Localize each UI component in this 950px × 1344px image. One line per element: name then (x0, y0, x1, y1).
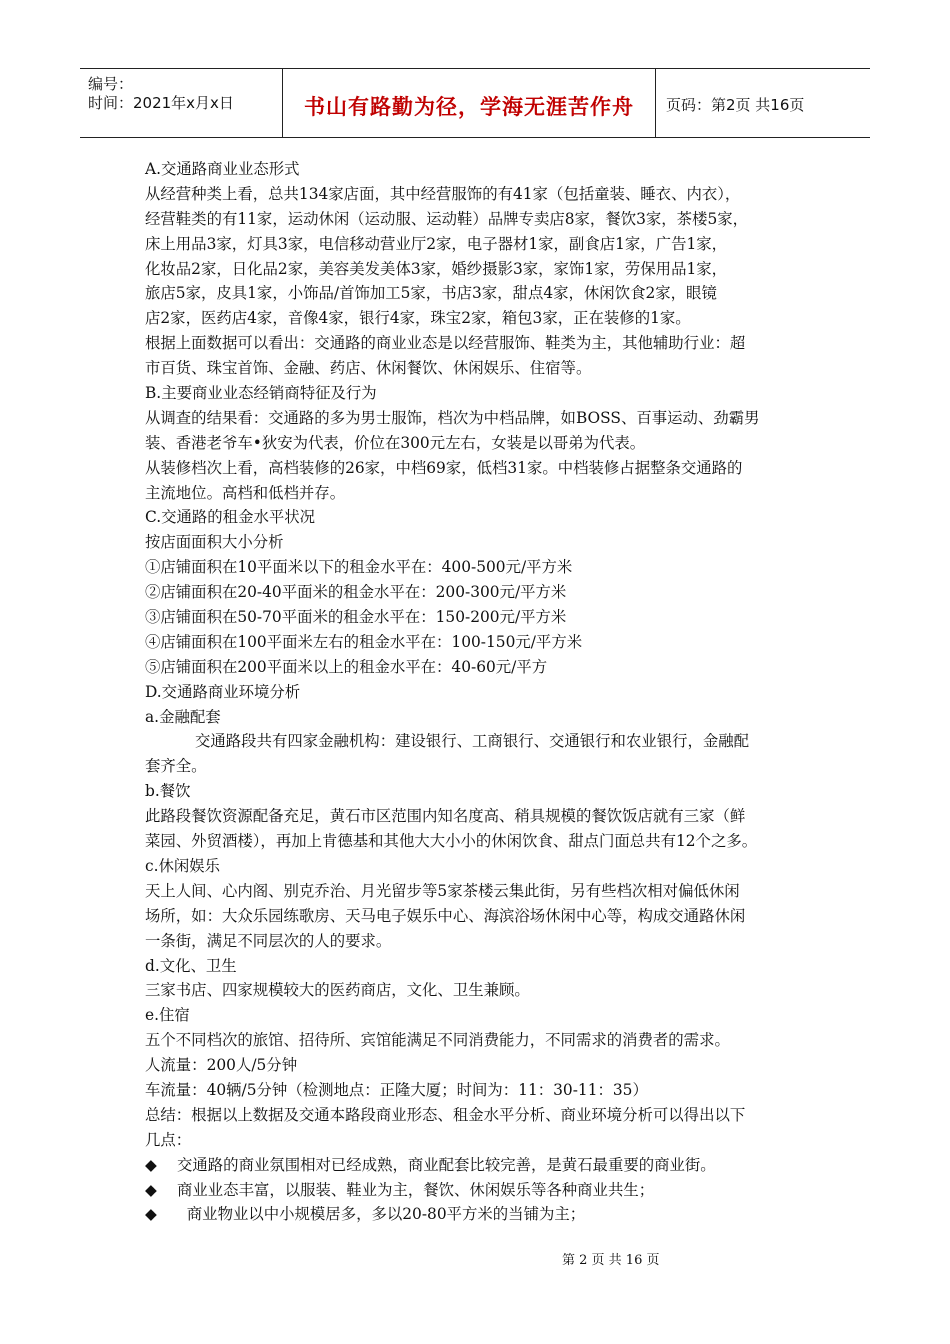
page-header (80, 68, 870, 138)
paragraph-line: 套齐全。 (145, 757, 207, 776)
subsection-heading: a.金融配套 (145, 707, 221, 726)
summary-line: 总结：根据以上数据及交通本路段商业形态、租金水平分析、商业环境分析可以得出以下 (145, 1105, 746, 1124)
paragraph-line: 按店面面积大小分析 (145, 533, 284, 552)
bullet-item (145, 1202, 825, 1227)
header-page-cell (656, 69, 870, 137)
paragraph-line: 菜园、外贸酒楼），再加上肯德基和其他大大小小的休闲饮食、甜点门面总共有12个之多。 (145, 832, 758, 851)
paragraph-line: 三家书店、四家规模较大的医药商店，文化、卫生兼顾。 (145, 981, 530, 1000)
paragraph-line: 化妆品2家，日化品2家，美容美发美体3家，婚纱摄影3家，家饰1家，劳保用品1家， (145, 259, 728, 278)
header-motto: 书山有路勤为径，学海无涯苦作舟 (304, 95, 634, 119)
bullet-text: 交通路的商业氛围相对已经成熟，商业配套比较完善，是黄石最重要的商业街。 (177, 1155, 716, 1174)
pedestrian-flow-line: 人流量：200人/5分钟 (145, 1056, 298, 1075)
paragraph-line: 五个不同档次的旅馆、招待所、宾馆能满足不同消费能力，不同需求的消费者的需求。 (145, 1031, 730, 1050)
paragraph-line: 主流地位。高档和低档并存。 (145, 483, 346, 502)
rent-list-item: ③店铺面积在50-70平面米的租金水平在：150-200元/平方米 (145, 608, 567, 627)
header-info-cell (80, 69, 282, 137)
bullet-item (145, 1153, 825, 1178)
paragraph-line: 天上人间、心内阁、别克乔治、月光留步等5家茶楼云集此街，另有些档次相对偏低休闲 (145, 881, 740, 900)
subsection-heading: d.文化、卫生 (145, 956, 237, 975)
bullet-text: 商业业态丰富，以服装、鞋业为主，餐饮、休闲娱乐等各种商业共生； (177, 1180, 655, 1199)
diamond-bullet-icon: ◆ (145, 1155, 157, 1174)
section-heading: B.主要商业业态经销商特征及行为 (145, 384, 377, 403)
subsection-heading: b.餐饮 (145, 782, 191, 801)
section-heading: A.交通路商业业态形式 (145, 160, 300, 178)
diamond-bullet-icon: ◆ (145, 1205, 157, 1224)
rent-list-item: ⑤店铺面积在200平面米以上的租金水平在：40-60元/平方 (145, 657, 548, 676)
paragraph-line: 从调查的结果看：交通路的多为男士服饰，档次为中档品牌，如BOSS、百事运动、劲霸男 (145, 408, 760, 427)
paragraph-line: 市百货、珠宝首饰、金融、药店、休闲餐饮、休闲娱乐、住宿等。 (145, 359, 592, 378)
paragraph-line: 此路段餐饮资源配备充足，黄石市区范围内知名度高、稍具规模的餐饮饭店就有三家（鲜 (145, 807, 746, 826)
paragraph-line: 根据上面数据可以看出：交通路的商业业态是以经营服饰、鞋类为主，其他辅助行业：超 (145, 334, 746, 353)
document-code-label: 编号： (88, 75, 134, 93)
rent-list-item: ②店铺面积在20-40平面米的租金水平在：200-300元/平方米 (145, 583, 567, 602)
page-footer: 第 2 页 共 16 页 (562, 1253, 660, 1268)
rent-list-item: ④店铺面积在100平面米左右的租金水平在：100-150元/平方米 (145, 632, 583, 651)
paragraph-line: 从经营种类上看，总共134家店面，其中经营服饰的有41家（包括童装、睡衣、内衣）， (145, 184, 741, 203)
paragraph-line: 交通路段共有四家金融机构：建设银行、工商银行、交通银行和农业银行，金融配 (195, 732, 750, 751)
header-motto-cell (282, 69, 656, 137)
vehicle-flow-line: 车流量：40辆/5分钟（检测地点：正隆大厦；时间为：11：30-11：35） (145, 1080, 648, 1099)
bullet-text: 商业物业以中小规模居多，多以20-80平方米的当铺为主； (177, 1205, 586, 1224)
document-time-label: 时间：2021年x月x日 (88, 94, 234, 112)
paragraph-line: 店2家，医药店4家，音像4家，银行4家，珠宝2家，箱包3家，正在装修的1家。 (145, 309, 691, 328)
section-heading: C.交通路的租金水平状况 (145, 508, 316, 527)
document-body (145, 157, 825, 1227)
summary-line: 几点： (145, 1130, 192, 1149)
paragraph-line: 装、香港老爷车•狄安为代表，价位在300元左右，女装是以哥弟为代表。 (145, 433, 646, 452)
paragraph-line: 从装修档次上看，高档装修的26家，中档69家，低档31家。中档装修占据整条交通路的 (145, 458, 743, 477)
paragraph-line: 旅店5家，皮具1家，小饰品/首饰加工5家，书店3家，甜点4家，休闲饮食2家，眼镜 (145, 284, 717, 303)
header-page-number: 页码：第2页 共16页 (666, 96, 805, 114)
diamond-bullet-icon: ◆ (145, 1180, 157, 1199)
subsection-heading: e.住宿 (145, 1006, 190, 1025)
paragraph-line: 经营鞋类的有11家，运动休闲（运动服、运动鞋）品牌专卖店8家，餐饮3家，茶楼5家， (145, 209, 749, 228)
subsection-heading: c.休闲娱乐 (145, 856, 221, 875)
bullet-item (145, 1178, 825, 1203)
paragraph-line: 一条街，满足不同层次的人的要求。 (145, 931, 392, 950)
paragraph-line: 场所，如：大众乐园练歌房、天马电子娱乐中心、海滨浴场休闲中心等，构成交通路休闲 (145, 906, 746, 925)
section-heading: D.交通路商业环境分析 (145, 682, 301, 701)
rent-list-item: ①店铺面积在10平面米以下的租金水平在：400-500元/平方米 (145, 558, 573, 577)
paragraph-line: 床上用品3家，灯具3家，电信移动营业厅2家，电子器材1家，副食店1家，广告1家， (145, 234, 728, 253)
